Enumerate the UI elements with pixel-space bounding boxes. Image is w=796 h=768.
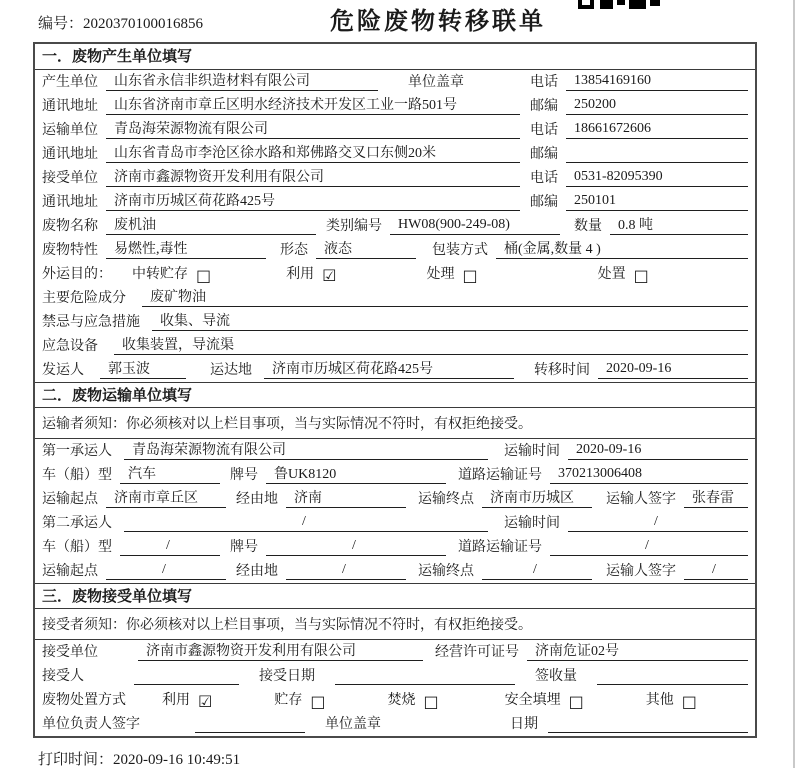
disposal-option-other: 其他 □ (645, 692, 697, 711)
purpose-option-transit: 中转贮存 □ (132, 266, 212, 285)
disposal-option-utilize: 利用 ☑ (162, 692, 213, 711)
row-transfer-purpose (35, 262, 755, 286)
origin2-value: / (106, 562, 226, 580)
producer-zip-value: 250200 (566, 97, 748, 115)
address-label: 通讯地址 (42, 147, 98, 162)
unit-seal-label: 单位盖章 (325, 717, 381, 732)
first-carrier-value: 青岛海荣源物流有限公司 (124, 439, 488, 460)
page-edge-line (793, 0, 795, 768)
row-transporter (35, 118, 755, 142)
row-recipient (35, 664, 755, 688)
row-accept-unit (35, 640, 755, 664)
packaging-label: 包装方式 (432, 243, 488, 258)
transporter-phone-value: 18661672606 (566, 121, 748, 139)
zip-label: 邮编 (530, 99, 558, 114)
row-emergency-equipment (35, 334, 755, 358)
second-carrier-value: / (124, 514, 488, 532)
unit-seal-label: 单位盖章 (408, 75, 464, 90)
via-value: 济南 (286, 487, 406, 508)
transporter-phone-col (530, 119, 748, 139)
receive-date-value (335, 667, 515, 685)
packaging-value: 桶(金属,数量 4 ) (496, 238, 748, 259)
serial-label: 编号： (38, 16, 84, 32)
serial-number-line (38, 12, 203, 33)
license-value: 济南危证02号 (527, 640, 748, 661)
destination-value: 济南市历城区荷花路425号 (264, 358, 514, 379)
purpose-option-treat: 处理 □ (426, 266, 478, 285)
producer-value: 山东省永信非织造材料有限公司 (106, 70, 378, 91)
plate-value: 鲁UK8120 (266, 463, 446, 484)
row-vehicle-1 (35, 463, 755, 487)
transporter-zip-col (530, 143, 748, 163)
form-value: 液态 (316, 238, 416, 259)
transporter-notice: 运输者须知：你必须核对以上栏目事项，当与实际情况不符时，有权拒绝接受。 (35, 408, 755, 439)
receive-date-label: 接受日期 (259, 669, 315, 684)
section1-header: 一．废物产生单位填写 (35, 44, 755, 70)
receiver-address-value: 济南市历城区荷花路425号 (106, 190, 520, 211)
transfer-date-value: 2020-09-16 (598, 361, 748, 379)
transport-time-label: 运输时间 (504, 444, 560, 459)
row-hazard-components (35, 286, 755, 310)
quantity-label: 数量 (574, 219, 602, 234)
document-header (0, 0, 796, 42)
origin-label: 运输起点 (42, 492, 98, 507)
row-second-carrier (35, 511, 755, 535)
section2-header: 二．废物运输单位填写 (35, 382, 755, 408)
receiver-zip-value: 250101 (566, 193, 748, 211)
recipient-label: 接受人 (42, 669, 84, 684)
plate-label: 牌号 (230, 468, 258, 483)
road-permit2-value: / (550, 538, 748, 556)
zip-label: 邮编 (530, 147, 558, 162)
purpose-option-dispose: 处置 □ (597, 266, 649, 285)
transport-time-label: 运输时间 (504, 516, 560, 531)
row-taboo-measures (35, 310, 755, 334)
waste-name-label: 废物名称 (42, 219, 98, 234)
checkbox-unchecked-icon: □ (196, 266, 212, 285)
checkbox-unchecked-icon: □ (462, 266, 478, 285)
carrier-sign-label: 运输人签字 (606, 564, 676, 579)
manager-sign-label: 单位负责人签字 (42, 717, 140, 732)
address-label: 通讯地址 (42, 99, 98, 114)
hazard-label: 主要危险成分 (42, 291, 126, 306)
transporter-zip-value (566, 145, 748, 163)
transport-time2-value: / (568, 514, 748, 532)
transporter-value: 青岛海荣源物流有限公司 (106, 118, 520, 139)
plate2-value: / (266, 538, 446, 556)
row-receiver-address (35, 190, 755, 214)
characteristics-value: 易燃性,毒性 (106, 238, 266, 259)
endpoint-label: 运输终点 (418, 564, 474, 579)
print-time-label: 打印时间： (38, 752, 114, 768)
purpose-label: 外运目的： (42, 267, 112, 282)
checkbox-unchecked-icon: □ (423, 692, 439, 711)
origin-value: 济南市章丘区 (106, 487, 226, 508)
license-label: 经营许可证号 (435, 645, 519, 660)
address-label: 通讯地址 (42, 195, 98, 210)
endpoint2-value: / (482, 562, 592, 580)
row-producer (35, 70, 755, 94)
page-title: 危险废物转移联单 (330, 8, 546, 35)
vehicle-type-value: 汽车 (120, 463, 220, 484)
row-manager-sign (35, 712, 755, 736)
form-label: 形态 (280, 243, 308, 258)
carrier-sign-value: 张春雷 (684, 487, 748, 508)
zip-label: 邮编 (530, 195, 558, 210)
road-permit-value: 370213006408 (550, 466, 748, 484)
disposal-option-incinerate: 焚烧 □ (387, 692, 439, 711)
characteristics-label: 废物特性 (42, 243, 98, 258)
qr-code-fragment-icon (578, 0, 660, 10)
road-permit-label: 道路运输证号 (458, 540, 542, 555)
destination-label: 运达地 (210, 363, 252, 378)
carrier-sign-label: 运输人签字 (606, 492, 676, 507)
equipment-label: 应急设备 (42, 339, 98, 354)
plate-label: 牌号 (230, 540, 258, 555)
first-carrier-label: 第一承运人 (42, 444, 112, 459)
row-disposal-method (35, 688, 755, 712)
recipient-value (134, 667, 239, 685)
category-value: HW08(900-249-08) (390, 217, 560, 235)
purpose-option-utilize: 利用 ☑ (286, 266, 337, 285)
road-permit-label: 道路运输证号 (458, 468, 542, 483)
accept-unit-label: 接受单位 (42, 645, 98, 660)
producer-label: 产生单位 (42, 75, 98, 90)
producer-phone-value: 13854169160 (566, 73, 748, 91)
manager-sign-value (195, 715, 305, 733)
received-amount-label: 签收量 (535, 669, 577, 684)
checkbox-unchecked-icon: □ (310, 692, 326, 711)
row-shipper (35, 358, 755, 382)
taboo-label: 禁忌与应急措施 (42, 315, 140, 330)
print-time-line (38, 748, 240, 768)
phone-label: 电话 (530, 123, 558, 138)
row-route-2 (35, 559, 755, 583)
via-label: 经由地 (236, 564, 278, 579)
phone-label: 电话 (530, 75, 558, 90)
producer-address-value: 山东省济南市章丘区明水经济技术开发区工业一路501号 (106, 94, 520, 115)
row-producer-address (35, 94, 755, 118)
taboo-value: 收集、导流 (152, 310, 748, 331)
origin-label: 运输起点 (42, 564, 98, 579)
row-receiver (35, 166, 755, 190)
accept-unit-value: 济南市鑫源物资开发利用有限公司 (138, 640, 423, 661)
vehicle-type-label: 车（船）型 (42, 468, 112, 483)
receiver-label: 接受单位 (42, 171, 98, 186)
received-amount-value (597, 667, 748, 685)
vehicle-type2-value: / (120, 538, 220, 556)
vehicle-type-label: 车（船）型 (42, 540, 112, 555)
row-waste-name (35, 214, 755, 238)
disposal-option-landfill: 安全填埋 □ (504, 692, 584, 711)
receiver-phone-value: 0531-82095390 (566, 169, 748, 187)
transfer-date-label: 转移时间 (534, 363, 590, 378)
carrier-sign2-value: / (684, 562, 748, 580)
equipment-value: 收集装置，导流渠 (114, 334, 748, 355)
shipper-value: 郭玉波 (100, 358, 186, 379)
endpoint-value: 济南市历城区 (482, 487, 592, 508)
receiver-notice: 接受者须知：你必须核对以上栏目事项，当与实际情况不符时，有权拒绝接受。 (35, 609, 755, 640)
disposal-label: 废物处置方式 (42, 693, 126, 708)
category-label: 类别编号 (326, 219, 382, 234)
second-carrier-label: 第二承运人 (42, 516, 112, 531)
manifest-form (33, 42, 757, 738)
endpoint-label: 运输终点 (418, 492, 474, 507)
producer-phone-col (530, 71, 748, 91)
row-transporter-address (35, 142, 755, 166)
checkbox-unchecked-icon: □ (568, 692, 584, 711)
section3-header: 三．废物接受单位填写 (35, 583, 755, 609)
checkbox-checked-icon: ☑ (322, 266, 337, 285)
transporter-label: 运输单位 (42, 123, 98, 138)
receiver-value: 济南市鑫源物资开发利用有限公司 (106, 166, 520, 187)
row-waste-characteristics (35, 238, 755, 262)
receiver-phone-col (530, 167, 748, 187)
shipper-label: 发运人 (42, 363, 84, 378)
seal-date-label: 日期 (510, 717, 538, 732)
quantity-value: 0.8 吨 (610, 214, 748, 235)
via-label: 经由地 (236, 492, 278, 507)
row-route-1 (35, 487, 755, 511)
print-time-value: 2020-09-16 10:49:51 (113, 752, 241, 768)
producer-zip-col (530, 95, 748, 115)
receiver-zip-col (530, 191, 748, 211)
checkbox-unchecked-icon: □ (681, 692, 697, 711)
waste-name-value: 废机油 (106, 214, 316, 235)
via2-value: / (286, 562, 406, 580)
transport-time-value: 2020-09-16 (568, 442, 748, 460)
checkbox-unchecked-icon: □ (633, 266, 649, 285)
row-first-carrier (35, 439, 755, 463)
row-vehicle-2 (35, 535, 755, 559)
serial-number: 2020370100016856 (83, 16, 204, 32)
phone-label: 电话 (530, 171, 558, 186)
disposal-option-store: 贮存 □ (274, 692, 326, 711)
seal-date-value (548, 715, 748, 733)
checkbox-checked-icon: ☑ (198, 692, 213, 711)
transporter-address-value: 山东省青岛市李沧区徐水路和郑佛路交叉口东侧20米 (106, 142, 520, 163)
hazard-value: 废矿物油 (142, 286, 748, 307)
